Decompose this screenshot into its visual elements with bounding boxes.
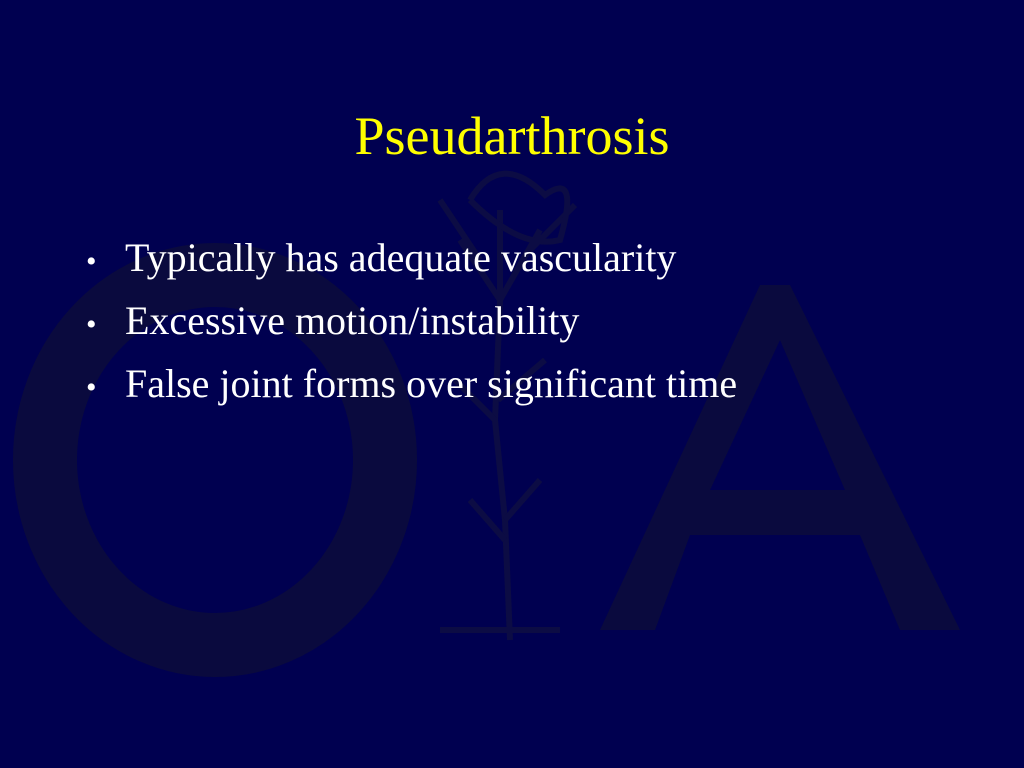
bullet-icon: • xyxy=(86,371,97,404)
bullet-item xyxy=(86,230,737,293)
bullet-list xyxy=(86,230,737,419)
bullet-item xyxy=(86,293,737,356)
bullet-item xyxy=(86,356,737,419)
slide-title: Pseudarthrosis xyxy=(354,106,670,166)
bullet-text: Excessive motion/instability xyxy=(125,298,580,343)
bullet-text: False joint forms over significant time xyxy=(125,361,738,406)
bullet-icon: • xyxy=(86,308,97,341)
bullet-icon: • xyxy=(86,245,97,278)
bullet-text: Typically has adequate vascularity xyxy=(125,235,677,280)
